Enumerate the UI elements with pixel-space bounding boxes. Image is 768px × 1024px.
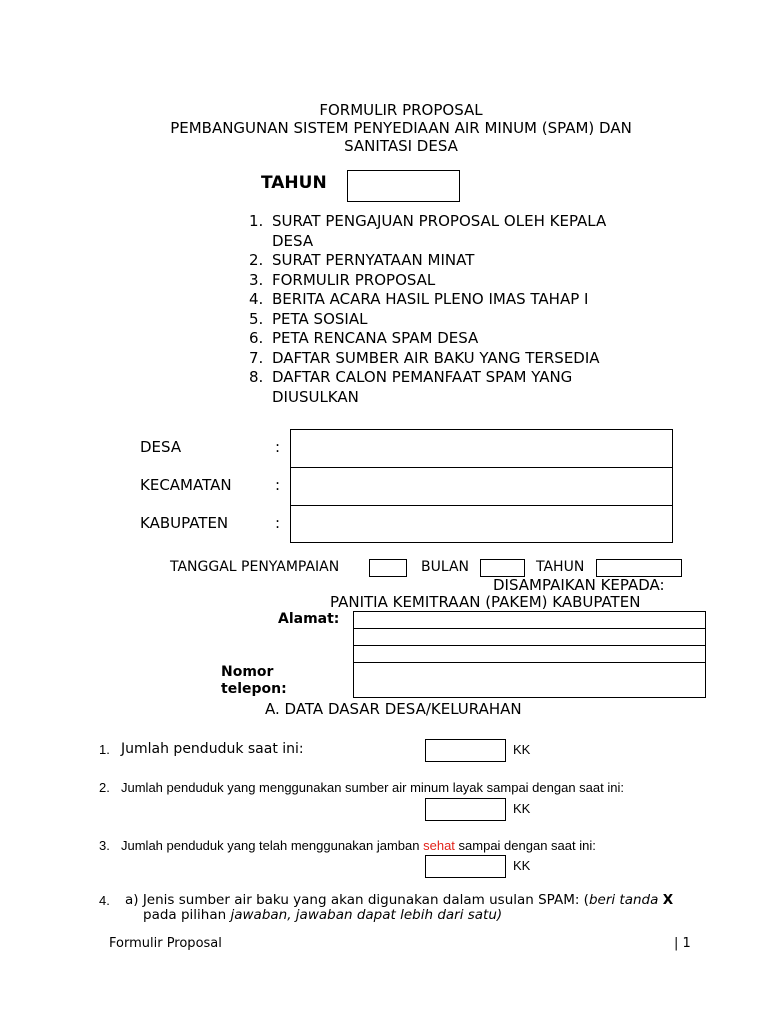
kabupaten-input[interactable]: [290, 505, 673, 543]
footer-page-number: | 1: [674, 936, 691, 951]
q4-text-line2: pada pilihan jawaban, jawaban dapat lebih dari satu): [143, 907, 503, 923]
desa-colon: :: [275, 438, 281, 456]
q3-input[interactable]: [425, 855, 506, 878]
alamat-input-line1[interactable]: [353, 611, 706, 629]
telepon-label-line2: telepon:: [221, 681, 287, 697]
q2-text: Jumlah penduduk yang menggunakan sumber air minum layak sampai dengan saat ini:: [121, 780, 624, 795]
form-title: FORMULIR PROPOSAL: [319, 101, 483, 119]
document-checklist: 1. SURAT PENGAJUAN PROPOSAL OLEH KEPALA DESA 2. SURAT PERNYATAAN MINAT 3. FORMULIR PROPOSAL 4. BERITA ACARA HASIL PLENO IMAS TAHAP I 5. PETA SOSIAL 6. PETA RENCANA SPAM DESA 7. DAFTAR SUMBER AIR BAKU YANG TERSEDIA 8. DAFTAR CALON PEMANFAAT SPAM YANG DIUSULKAN: [249, 212, 607, 406]
kecamatan-colon: :: [275, 476, 281, 494]
q4-number: 4.: [99, 893, 110, 908]
tanggal-penyampaian-label: TANGGAL PENYAMPAIAN: [170, 559, 340, 575]
q3-emphasis: sehat: [423, 838, 455, 853]
q1-number: 1.: [99, 742, 110, 757]
q2-number: 2.: [99, 780, 110, 795]
q1-input[interactable]: [425, 739, 506, 762]
q3-number: 3.: [99, 838, 110, 853]
alamat-input-line2[interactable]: [353, 628, 706, 646]
telepon-label-line1: Nomor: [221, 664, 274, 680]
q2-input[interactable]: [425, 798, 506, 821]
tahun-date-label: TAHUN: [536, 559, 585, 575]
section-a-title: A. DATA DASAR DESA/KELURAHAN: [265, 700, 522, 718]
tahun-input[interactable]: [347, 170, 460, 202]
alamat-label: Alamat:: [278, 611, 340, 627]
tahun-label: TAHUN: [261, 173, 327, 193]
recipient-line2: PANITIA KEMITRAAN (PAKEM) KABUPATEN: [330, 593, 641, 611]
q1-text: Jumlah penduduk saat ini:: [121, 741, 304, 757]
tanggal-input[interactable]: [369, 559, 407, 577]
tahun-date-input[interactable]: [596, 559, 682, 577]
bulan-label: BULAN: [421, 559, 470, 575]
desa-input[interactable]: [290, 429, 673, 468]
kabupaten-label: KABUPATEN: [140, 514, 229, 532]
kecamatan-input[interactable]: [290, 467, 673, 506]
form-subtitle-line1: PEMBANGUNAN SISTEM PENYEDIAAN AIR MINUM (SPAM) DAN: [170, 119, 632, 137]
bulan-input[interactable]: [480, 559, 525, 577]
alamat-input-line3[interactable]: [353, 645, 706, 663]
desa-label: DESA: [140, 438, 182, 456]
telepon-input[interactable]: [353, 662, 706, 698]
q4-text-line1: a) Jenis sumber air baku yang akan digunakan dalam usulan SPAM: (beri tanda X: [125, 892, 674, 908]
recipient-line1: DISAMPAIKAN KEPADA:: [493, 576, 665, 594]
form-subtitle-line2: SANITASI DESA: [344, 137, 458, 155]
kabupaten-colon: :: [275, 514, 281, 532]
kecamatan-label: KECAMATAN: [140, 476, 232, 494]
q3-text: Jumlah penduduk yang telah menggunakan jamban sehat sampai dengan saat ini:: [121, 838, 596, 853]
q3-unit: KK: [513, 858, 531, 873]
footer-title: Formulir Proposal: [109, 936, 222, 951]
q1-unit: KK: [513, 742, 531, 757]
q2-unit: KK: [513, 801, 531, 816]
